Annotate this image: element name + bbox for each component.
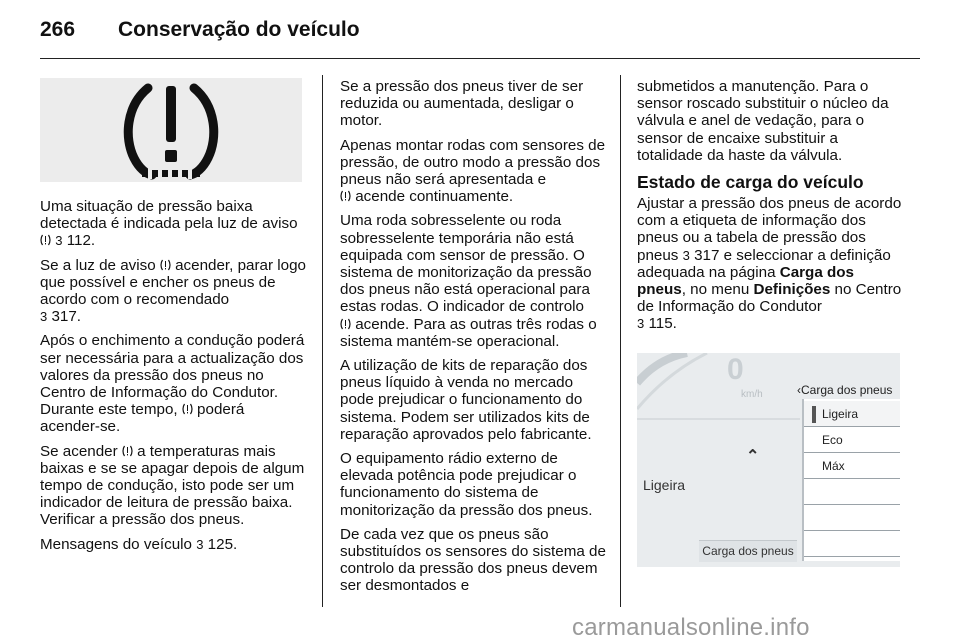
- chapter-title: Conservação do veículo: [118, 18, 360, 41]
- paragraph: submetidos a manutenção. Para o sensor roscado substituir o núcleo da válvula e anel de vedação, para o sensor de encaixe substituir a totalidade da haste da válvula.: [637, 78, 889, 164]
- paragraph: Uma roda sobresselente ou roda sobresselente temporária não está equipada com sensor de pressão. O sistema de monitorização da pressão dos pneus não está operacional para estas rodas. O indicador de controlo acende. Para as outras três rodas o sistema mantém-se operacional.: [340, 212, 597, 350]
- paragraph: De cada vez que os pneus são substituídos os sensores do sistema de controlo da pressão dos pneus devem ser desmontados e: [340, 525, 606, 595]
- load-option-ligeira[interactable]: Ligeira: [804, 401, 900, 427]
- text-column-2: [340, 78, 606, 602]
- tpms-warning-icon: [40, 234, 51, 247]
- paragraph: Se a luz de aviso acender, parar logo que possível e encher os pneus de acordo com o recomendado 3 317.: [40, 256, 306, 326]
- paragraph: A utilização de kits de reparação dos pneus líquido à venda no mercado pode prejudicar o funcionamento do sistema. Podem ser utilizados kits de reparação aprovados pelo fabricante.: [340, 357, 592, 443]
- text-column-3: [637, 78, 905, 340]
- back-to-tyre-load-menu[interactable]: ‹Carga dos pneus: [797, 383, 893, 397]
- page-reference-arrow-icon: 3: [682, 247, 690, 263]
- page-number: 266: [40, 18, 76, 41]
- tpms-warning-figure: [40, 78, 302, 182]
- paragraph: Se a pressão dos pneus tiver de ser reduzida ou aumentada, desligar o motor.: [340, 78, 584, 130]
- page-reference-arrow-icon: 3: [637, 316, 645, 332]
- paragraph: Mensagens do veículo 3 125.: [40, 535, 238, 553]
- paragraph: Apenas montar rodas com sensores de pressão, de outro modo a pressão dos pneus não será apresentada e acende continuamente.: [340, 136, 606, 206]
- menu-name: Definições: [753, 281, 831, 299]
- column-divider: [620, 75, 621, 607]
- header-rule: [40, 58, 920, 59]
- speed-unit: km/h: [741, 389, 763, 400]
- section-heading: Estado de carga do veículo: [637, 172, 864, 193]
- load-option-max[interactable]: Máx: [804, 453, 900, 479]
- driver-info-display-figure: [637, 353, 900, 567]
- empty-list-row: [804, 531, 900, 557]
- paragraph: Uma situação de pressão baixa detectada é indicada pela luz de aviso 3 112.: [40, 198, 298, 250]
- page-reference-arrow-icon: 3: [40, 309, 48, 325]
- page-reference-arrow-icon: 3: [55, 233, 63, 249]
- menu-page-name: Carga dos pneus: [637, 263, 855, 299]
- empty-list-row: [804, 505, 900, 531]
- tpms-warning-icon: [160, 259, 171, 272]
- watermark: carmanualsonline.info: [572, 614, 810, 641]
- tpms-warning-icon: [340, 318, 351, 331]
- load-options-list: [802, 399, 900, 561]
- paragraph: Ajustar a pressão dos pneus de acordo com a etiqueta de informação dos pneus ou a tabela de pressão dos pneus 3 317 e seleccionar a definição adequada na página Carga dos pneus, no menu Definições no Centro de Informação do Condutor 3 115.: [637, 195, 902, 333]
- chevron-up-icon: ⌃: [746, 448, 760, 465]
- speed-readout: 0: [727, 353, 744, 386]
- load-option-eco[interactable]: Eco: [804, 427, 900, 453]
- current-load-value: Ligeira: [643, 477, 686, 493]
- tpms-warning-icon: [40, 78, 302, 182]
- text-column-1: [40, 198, 306, 560]
- tyre-load-tab[interactable]: Carga dos pneus: [699, 540, 797, 562]
- tpms-warning-icon: [122, 445, 133, 458]
- paragraph: Após o enchimento a condução poderá ser necessária para a actualização dos valores da pressão dos pneus no Centro de Informação do Condutor. Durante este tempo, poderá acender-se.: [40, 332, 305, 436]
- paragraph: Se acender a temperaturas mais baixas e se se apagar depois de algum tempo de condução, isto pode ser um indicador de leitura de pressão baixa. Verificar a pressão dos pneus.: [40, 442, 305, 529]
- paragraph: O equipamento rádio externo de elevada potência pode prejudicar o funcionamento do sistema de monitorização da pressão dos pneus.: [340, 450, 593, 519]
- empty-list-row: [804, 479, 900, 505]
- tpms-warning-icon: [340, 190, 351, 203]
- column-divider: [322, 75, 323, 607]
- page-reference-arrow-icon: 3: [196, 536, 204, 552]
- selection-marker: [812, 406, 816, 423]
- tpms-warning-icon: [182, 403, 193, 416]
- page-header: [40, 18, 920, 54]
